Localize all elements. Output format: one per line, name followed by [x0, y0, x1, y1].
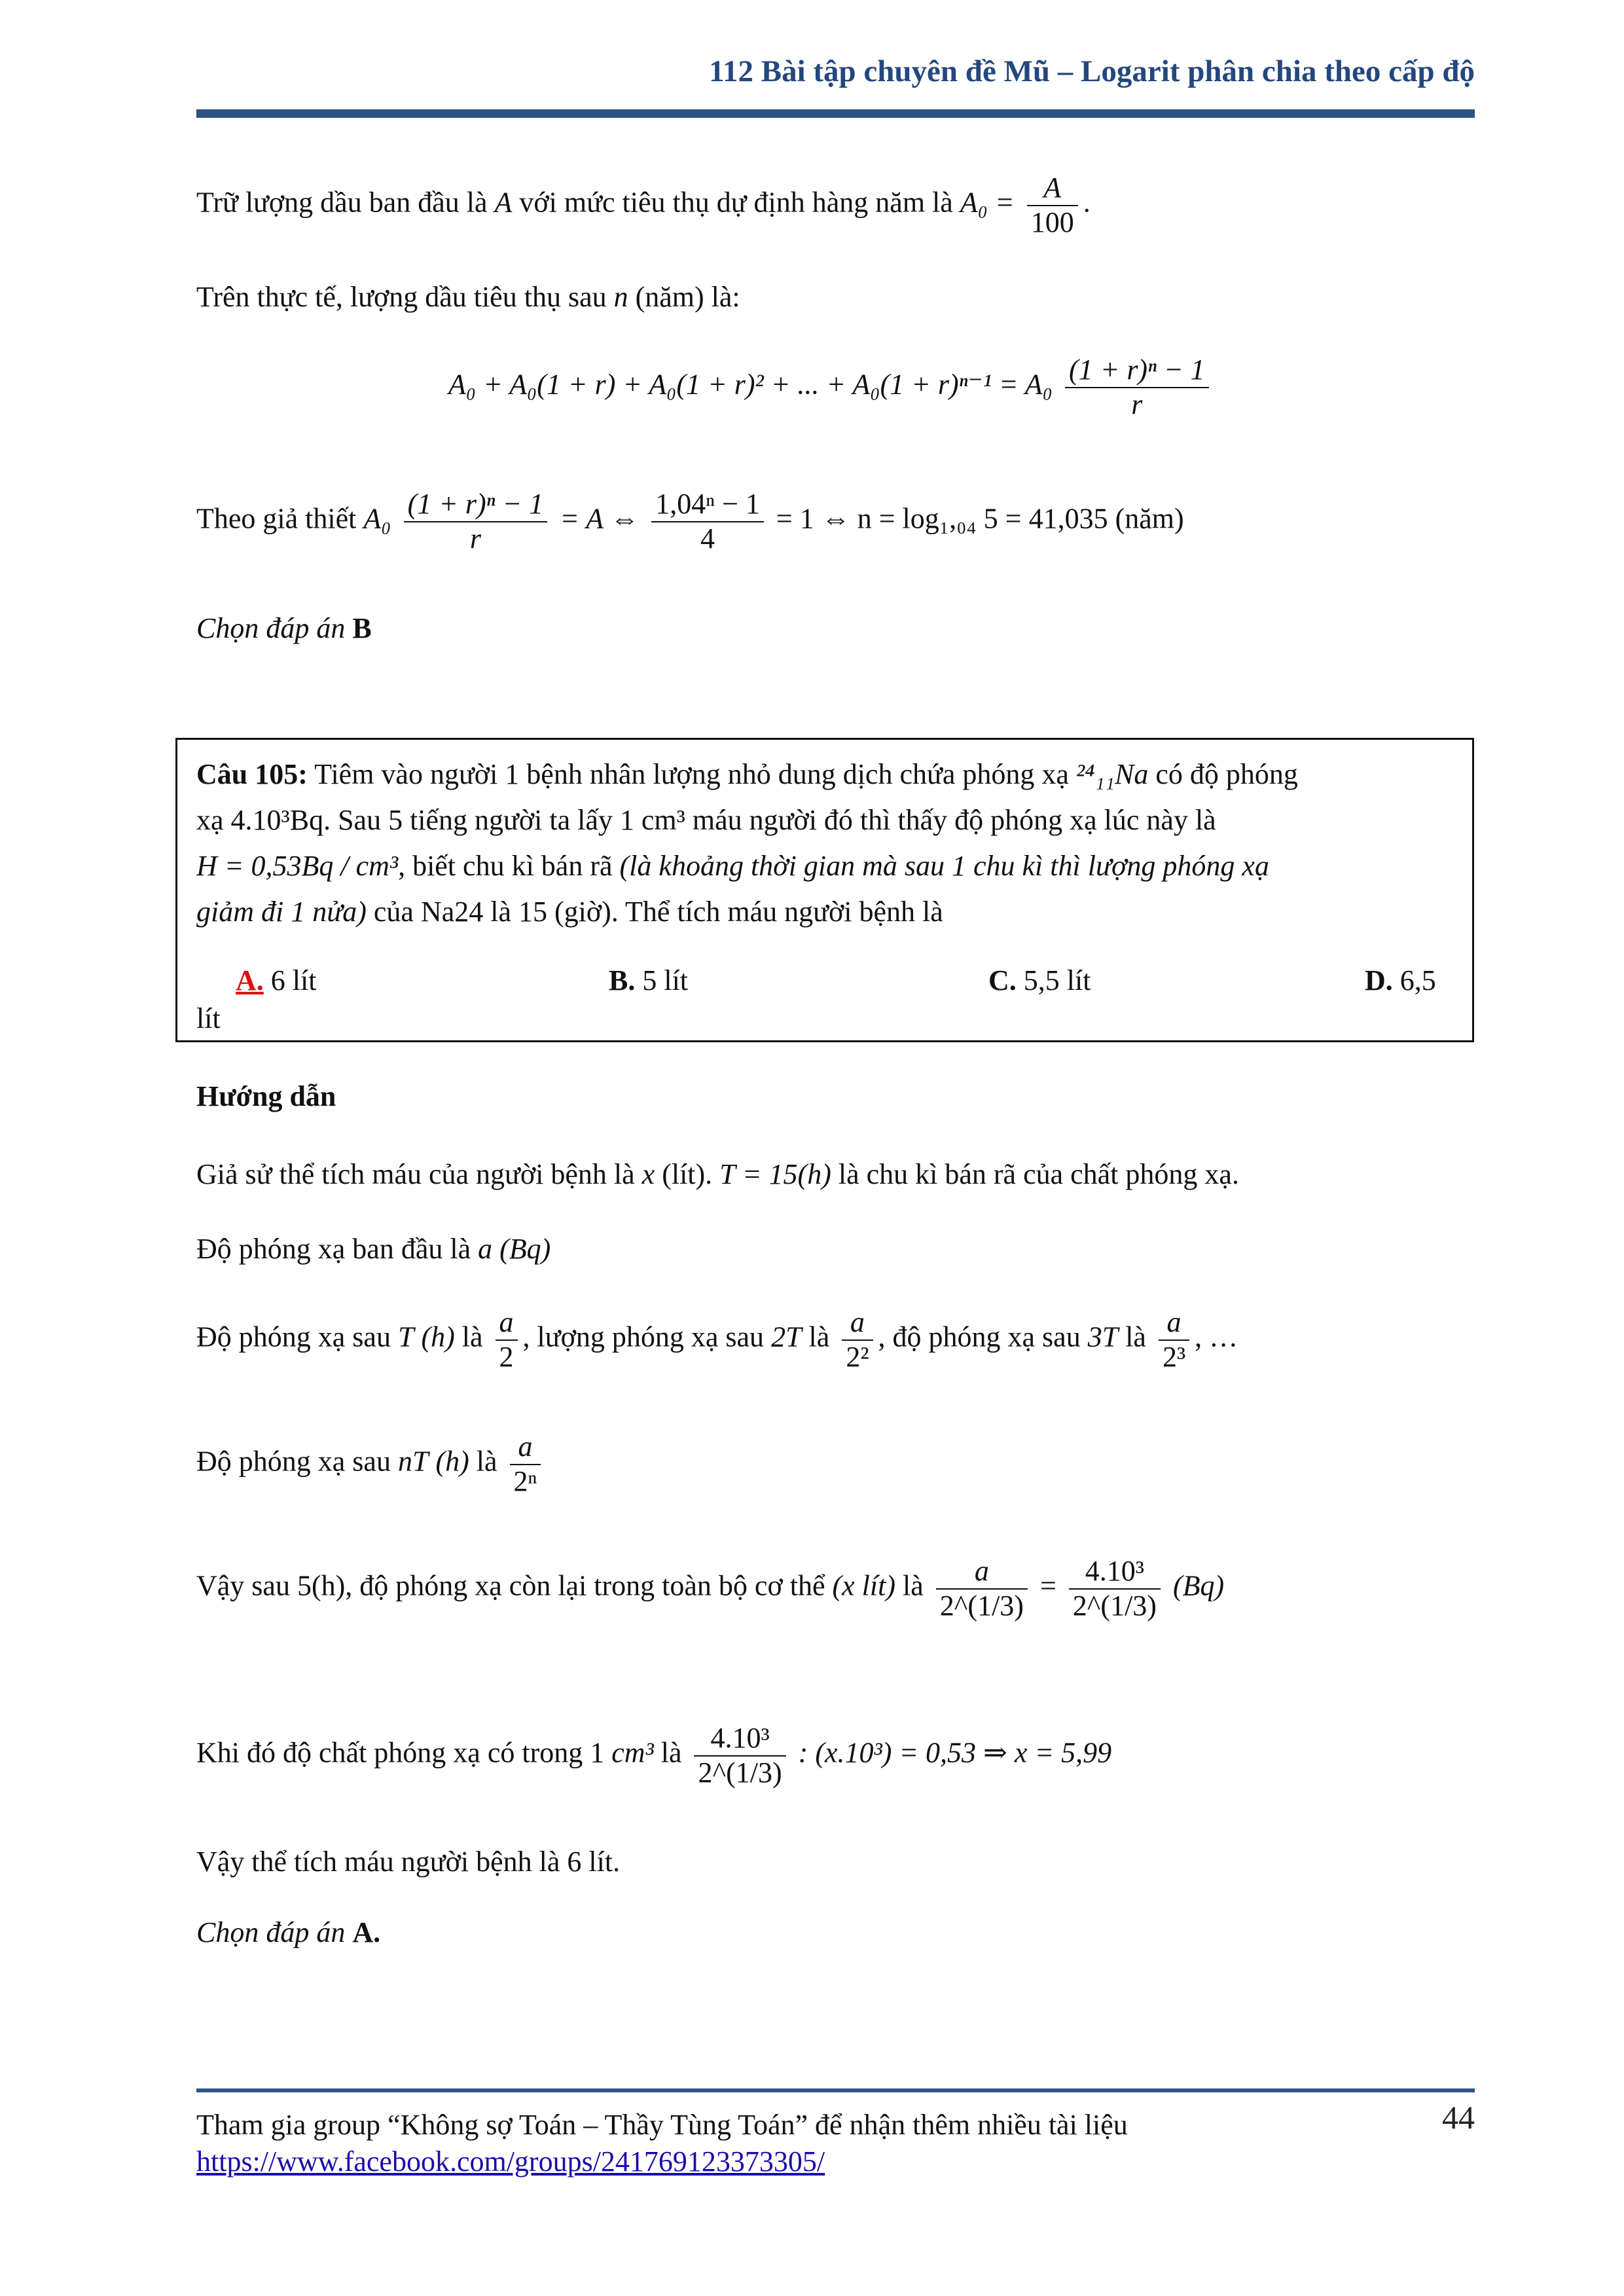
s3-T2: 2T: [771, 1321, 802, 1353]
p3-fraction1: [404, 488, 548, 555]
paragraph-assumption: [196, 488, 1184, 555]
answer-d-wrap: lít: [196, 1002, 221, 1034]
question-line3-italic: (là khoảng thời gian mà sau 1 chu kì thì lượng phóng xạ: [619, 850, 1269, 882]
s3-d3: 2³: [1162, 1340, 1186, 1373]
p2-text2: (năm) là:: [635, 281, 740, 313]
s3-T3: 3T: [1087, 1321, 1119, 1353]
s3-t2: , lượng phóng xạ sau: [522, 1321, 765, 1353]
s1-t: T = 15(h): [719, 1158, 831, 1190]
s2-a: a: [478, 1233, 493, 1265]
s5-d: 2^(1/3): [939, 1589, 1024, 1622]
choose2-text: Chọn đáp án: [196, 1916, 346, 1948]
s4-t1: Độ phóng xạ sau: [196, 1445, 391, 1478]
var-a: A: [494, 186, 513, 219]
s3-h: (h): [421, 1321, 455, 1353]
s5-unit: (Bq): [1172, 1569, 1225, 1602]
s5-n2: 4.10³: [1069, 1555, 1161, 1590]
choose-answer-a: [196, 1918, 380, 1947]
answer-c-label: C.: [988, 964, 1017, 996]
s4-la: là: [476, 1445, 497, 1478]
answer-b-label: B.: [609, 964, 636, 996]
header-rule: [196, 109, 1475, 118]
p3-den2: 4: [700, 522, 715, 555]
p3-a0: A₀: [363, 502, 391, 535]
s5-frac2: [1069, 1555, 1161, 1622]
var-n: n: [613, 281, 628, 313]
s5-x: (x lít): [832, 1569, 895, 1602]
step-decay: [196, 1306, 1238, 1374]
isotope-na: ²⁴₁₁Na: [1075, 758, 1149, 790]
answer-d-label: D.: [1365, 964, 1393, 996]
question-line-1: [196, 752, 1456, 797]
frac-den: 100: [1030, 206, 1074, 238]
p3-text: Theo giả thiết: [196, 502, 357, 535]
question-line4-text: của Na24 là 15 (giờ). Thể tích máu người bệnh là: [373, 896, 943, 928]
answer-b-text: 5 lít: [642, 964, 689, 996]
s2-unit: (Bq): [499, 1233, 551, 1265]
s5-d2: 2^(1/3): [1072, 1589, 1157, 1622]
s6-n: 4.10³: [694, 1722, 785, 1757]
fraction-a-100: [1027, 172, 1078, 239]
step-assume: [196, 1160, 1239, 1189]
p3-end: = 1 ⇔ n = log₁,₀₄ 5 = 41,035 (năm): [776, 502, 1184, 535]
footer-rule: [196, 2088, 1475, 2092]
paragraph-actual: [196, 283, 740, 312]
s6-t1: Khi đó độ chất phóng xạ có trong 1: [196, 1736, 605, 1769]
s1-text2: (lít).: [662, 1158, 713, 1190]
question-line1: Tiêm vào người 1 bệnh nhân lượng nhỏ dung dịch chứa phóng xạ: [314, 758, 1069, 790]
eq1-den: r: [1131, 388, 1143, 420]
s3-frac1: [496, 1306, 518, 1374]
s4-d: 2ⁿ: [513, 1465, 537, 1497]
formula-h: H = 0,53Bq / cm³: [196, 850, 399, 882]
p3-num1: (1 + r)ⁿ − 1: [404, 488, 548, 522]
s4-frac: [510, 1430, 541, 1498]
s3-end: , …: [1195, 1321, 1238, 1353]
choose1-text: Chọn đáp án: [196, 612, 346, 644]
s3-t3: , độ phóng xạ sau: [878, 1321, 1081, 1353]
s3-T: T: [397, 1321, 414, 1353]
question-line-2: xạ 4.10³Bq. Sau 5 tiếng người ta lấy 1 cm³ máu người đó thì thấy độ phóng xạ lúc này là: [196, 804, 1216, 836]
s3-frac2: [842, 1306, 873, 1374]
s3-d1: 2: [499, 1340, 514, 1373]
answer-c[interactable]: [988, 964, 1091, 997]
p3-mid: = A ⇔: [560, 502, 640, 535]
s6-frac: [694, 1722, 785, 1789]
s3-t1: Độ phóng xạ sau: [196, 1321, 391, 1353]
p3-num2: 1,04ⁿ − 1: [651, 488, 764, 522]
answer-d[interactable]: [1365, 964, 1436, 997]
question-line4-italic: giảm đi 1 nửa): [196, 896, 367, 928]
p1-text2: với mức tiêu thụ dự định hàng năm là: [519, 186, 953, 219]
question-line1-end: có độ phóng: [1155, 758, 1298, 790]
s3-frac3: [1159, 1306, 1189, 1374]
answer-b[interactable]: [609, 964, 688, 997]
step-after-5h: [196, 1555, 1224, 1622]
page-number: 44: [1442, 2099, 1475, 2136]
question-line-3: [196, 843, 1456, 889]
s4-h: (h): [435, 1445, 469, 1478]
s6-la: là: [660, 1736, 682, 1769]
frac-num: A: [1027, 172, 1078, 206]
answer-c-text: 5,5 lít: [1023, 964, 1091, 996]
choose2-letter: A.: [352, 1916, 381, 1948]
s6-cm: cm³: [611, 1736, 654, 1769]
s3-d2: 2²: [846, 1340, 869, 1373]
answer-d-text: 6,5: [1399, 964, 1436, 996]
question-line3-text: , biết chu kì bán rã: [398, 850, 613, 882]
guide-title: Hướng dẫn: [196, 1080, 336, 1112]
s6-d: 2^(1/3): [698, 1756, 782, 1789]
step-initial: [196, 1235, 550, 1264]
p1-end: .: [1083, 186, 1091, 219]
eq1-fraction: [1065, 354, 1209, 421]
p1-text: Trữ lượng dầu ban đầu là: [196, 186, 488, 219]
s3-la1: là: [461, 1321, 483, 1353]
s3-la2: là: [808, 1321, 830, 1353]
eq1-lhs: A₀ + A₀(1 + r) + A₀(1 + r)² + ... + A₀(1 + r)ⁿ⁻¹ = A₀: [448, 368, 1053, 401]
s4-a: a: [510, 1430, 541, 1465]
eq1-num: (1 + r)ⁿ − 1: [1065, 354, 1209, 388]
question-line-4: [196, 889, 1456, 935]
s5-eq: =: [1039, 1569, 1056, 1602]
question-text: [196, 752, 1456, 935]
s5-a: a: [936, 1555, 1028, 1590]
step-nT: [196, 1430, 546, 1498]
step-conclusion: Vậy thể tích máu người bệnh là 6 lít.: [196, 1846, 621, 1878]
s3-a3: a: [1159, 1306, 1189, 1341]
p2-text: Trên thực tế, lượng dầu tiêu thụ sau: [196, 281, 607, 313]
question-label: Câu 105:: [196, 758, 308, 790]
answer-a-text: 6 lít: [270, 964, 317, 996]
s1-x: x: [641, 1158, 655, 1190]
choose-answer-b: [196, 614, 372, 643]
answer-a-label: A.: [236, 964, 264, 996]
s3-la3: là: [1125, 1321, 1146, 1353]
s2-text: Độ phóng xạ ban đầu là: [196, 1233, 471, 1265]
paragraph-reserve: [196, 172, 1091, 239]
footer-facebook-link[interactable]: https://www.facebook.com/groups/241769123373305/: [196, 2145, 825, 2178]
s3-a2: a: [842, 1306, 873, 1341]
s5-la: là: [903, 1569, 924, 1602]
s5-frac1: [936, 1555, 1028, 1622]
header-title: 112 Bài tập chuyên đề Mũ – Logarit phân chia theo cấp độ: [709, 54, 1475, 88]
p3-den1: r: [469, 522, 481, 555]
s4-nT: nT: [397, 1445, 429, 1478]
s3-a1: a: [496, 1306, 518, 1341]
answer-a[interactable]: [236, 964, 316, 997]
s1-text: Giả sử thể tích máu của người bệnh là: [196, 1158, 635, 1190]
choose1-letter: B: [352, 612, 372, 644]
p3-fraction2: [651, 488, 764, 555]
equation-sum: [448, 354, 1214, 421]
s1-text3: là chu kì bán rã của chất phóng xạ.: [838, 1158, 1239, 1190]
footer-text: Tham gia group “Không sợ Toán – Thầy Tùng Toán” để nhận thêm nhiều tài liệu: [196, 2109, 1128, 2141]
s5-t1: Vậy sau 5(h), độ phóng xạ còn lại trong toàn bộ cơ thể: [196, 1569, 825, 1602]
s6-end: : (x.10³) = 0,53 ⇒ x = 5,99: [798, 1736, 1112, 1769]
step-concentration: [196, 1722, 1111, 1789]
a0-expr: A₀ =: [960, 186, 1015, 219]
